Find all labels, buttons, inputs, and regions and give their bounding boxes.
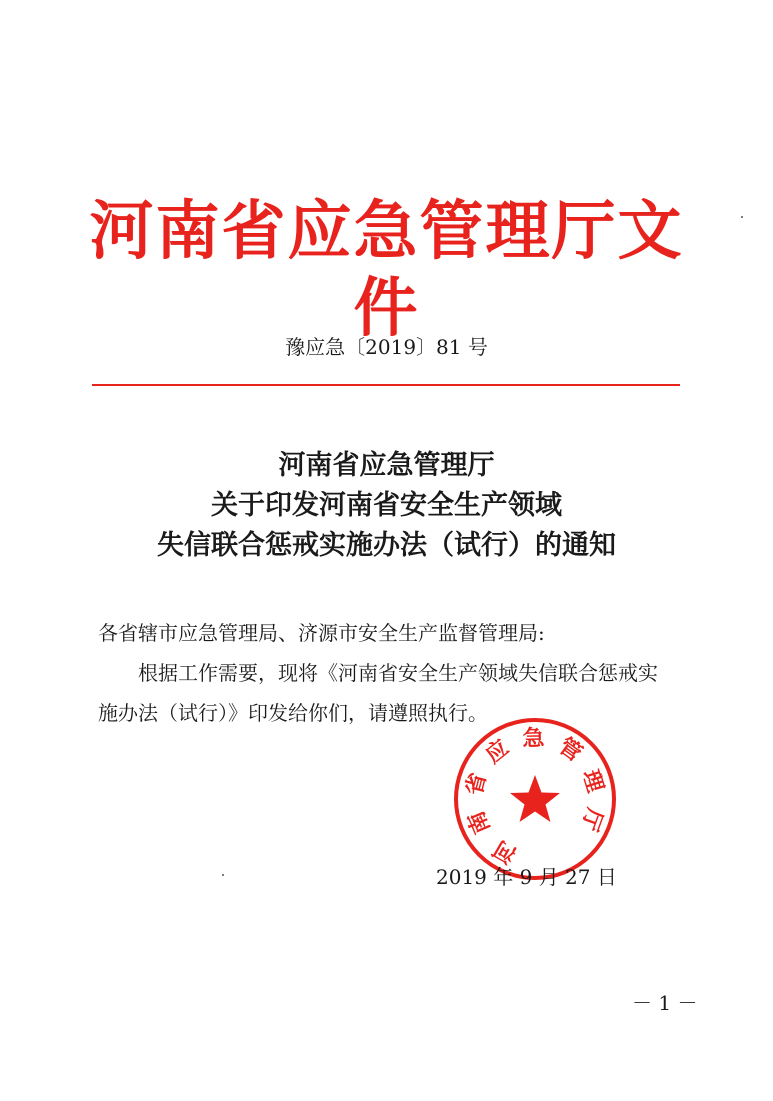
- seal-character: 河: [489, 834, 521, 868]
- page-number: － 1 －: [632, 991, 698, 1015]
- star-icon: [510, 775, 560, 822]
- seal-character: 厅: [575, 804, 607, 835]
- issue-date: 2019 年 9 月 27 日: [436, 865, 617, 889]
- seal-character: 应: [481, 735, 515, 769]
- scan-speck: [741, 216, 743, 218]
- notice-title-line-1: 河南省应急管理厅: [278, 450, 495, 481]
- recipient-line: 各省辖市应急管理局、济源市安全生产监督管理局:: [98, 621, 545, 645]
- body-paragraph-line-1: 根据工作需要，现将《河南省安全生产领域失信联合惩戒实: [138, 661, 658, 685]
- red-divider-line: [92, 384, 680, 386]
- notice-title-line-2: 关于印发河南省安全生产领域: [211, 490, 562, 521]
- seal-character: 南: [463, 807, 496, 838]
- notice-title-line-3: 失信联合惩戒实施办法（试行）的通知: [157, 530, 616, 561]
- scan-speck: [222, 874, 224, 876]
- notice-title: [0, 446, 773, 566]
- seal-character: 理: [577, 767, 608, 796]
- official-seal: [452, 716, 618, 882]
- body-paragraph-line-2: 施办法（试行）》印发给你们，请遵照执行。: [98, 701, 488, 725]
- issuer-header-title: 河南省应急管理厅文件: [89, 194, 684, 346]
- document-number: 豫应急〔2019〕81 号: [285, 335, 488, 359]
- seal-character: 省: [462, 770, 492, 798]
- seal-character: 管: [553, 733, 587, 767]
- seal-character: 急: [522, 726, 545, 752]
